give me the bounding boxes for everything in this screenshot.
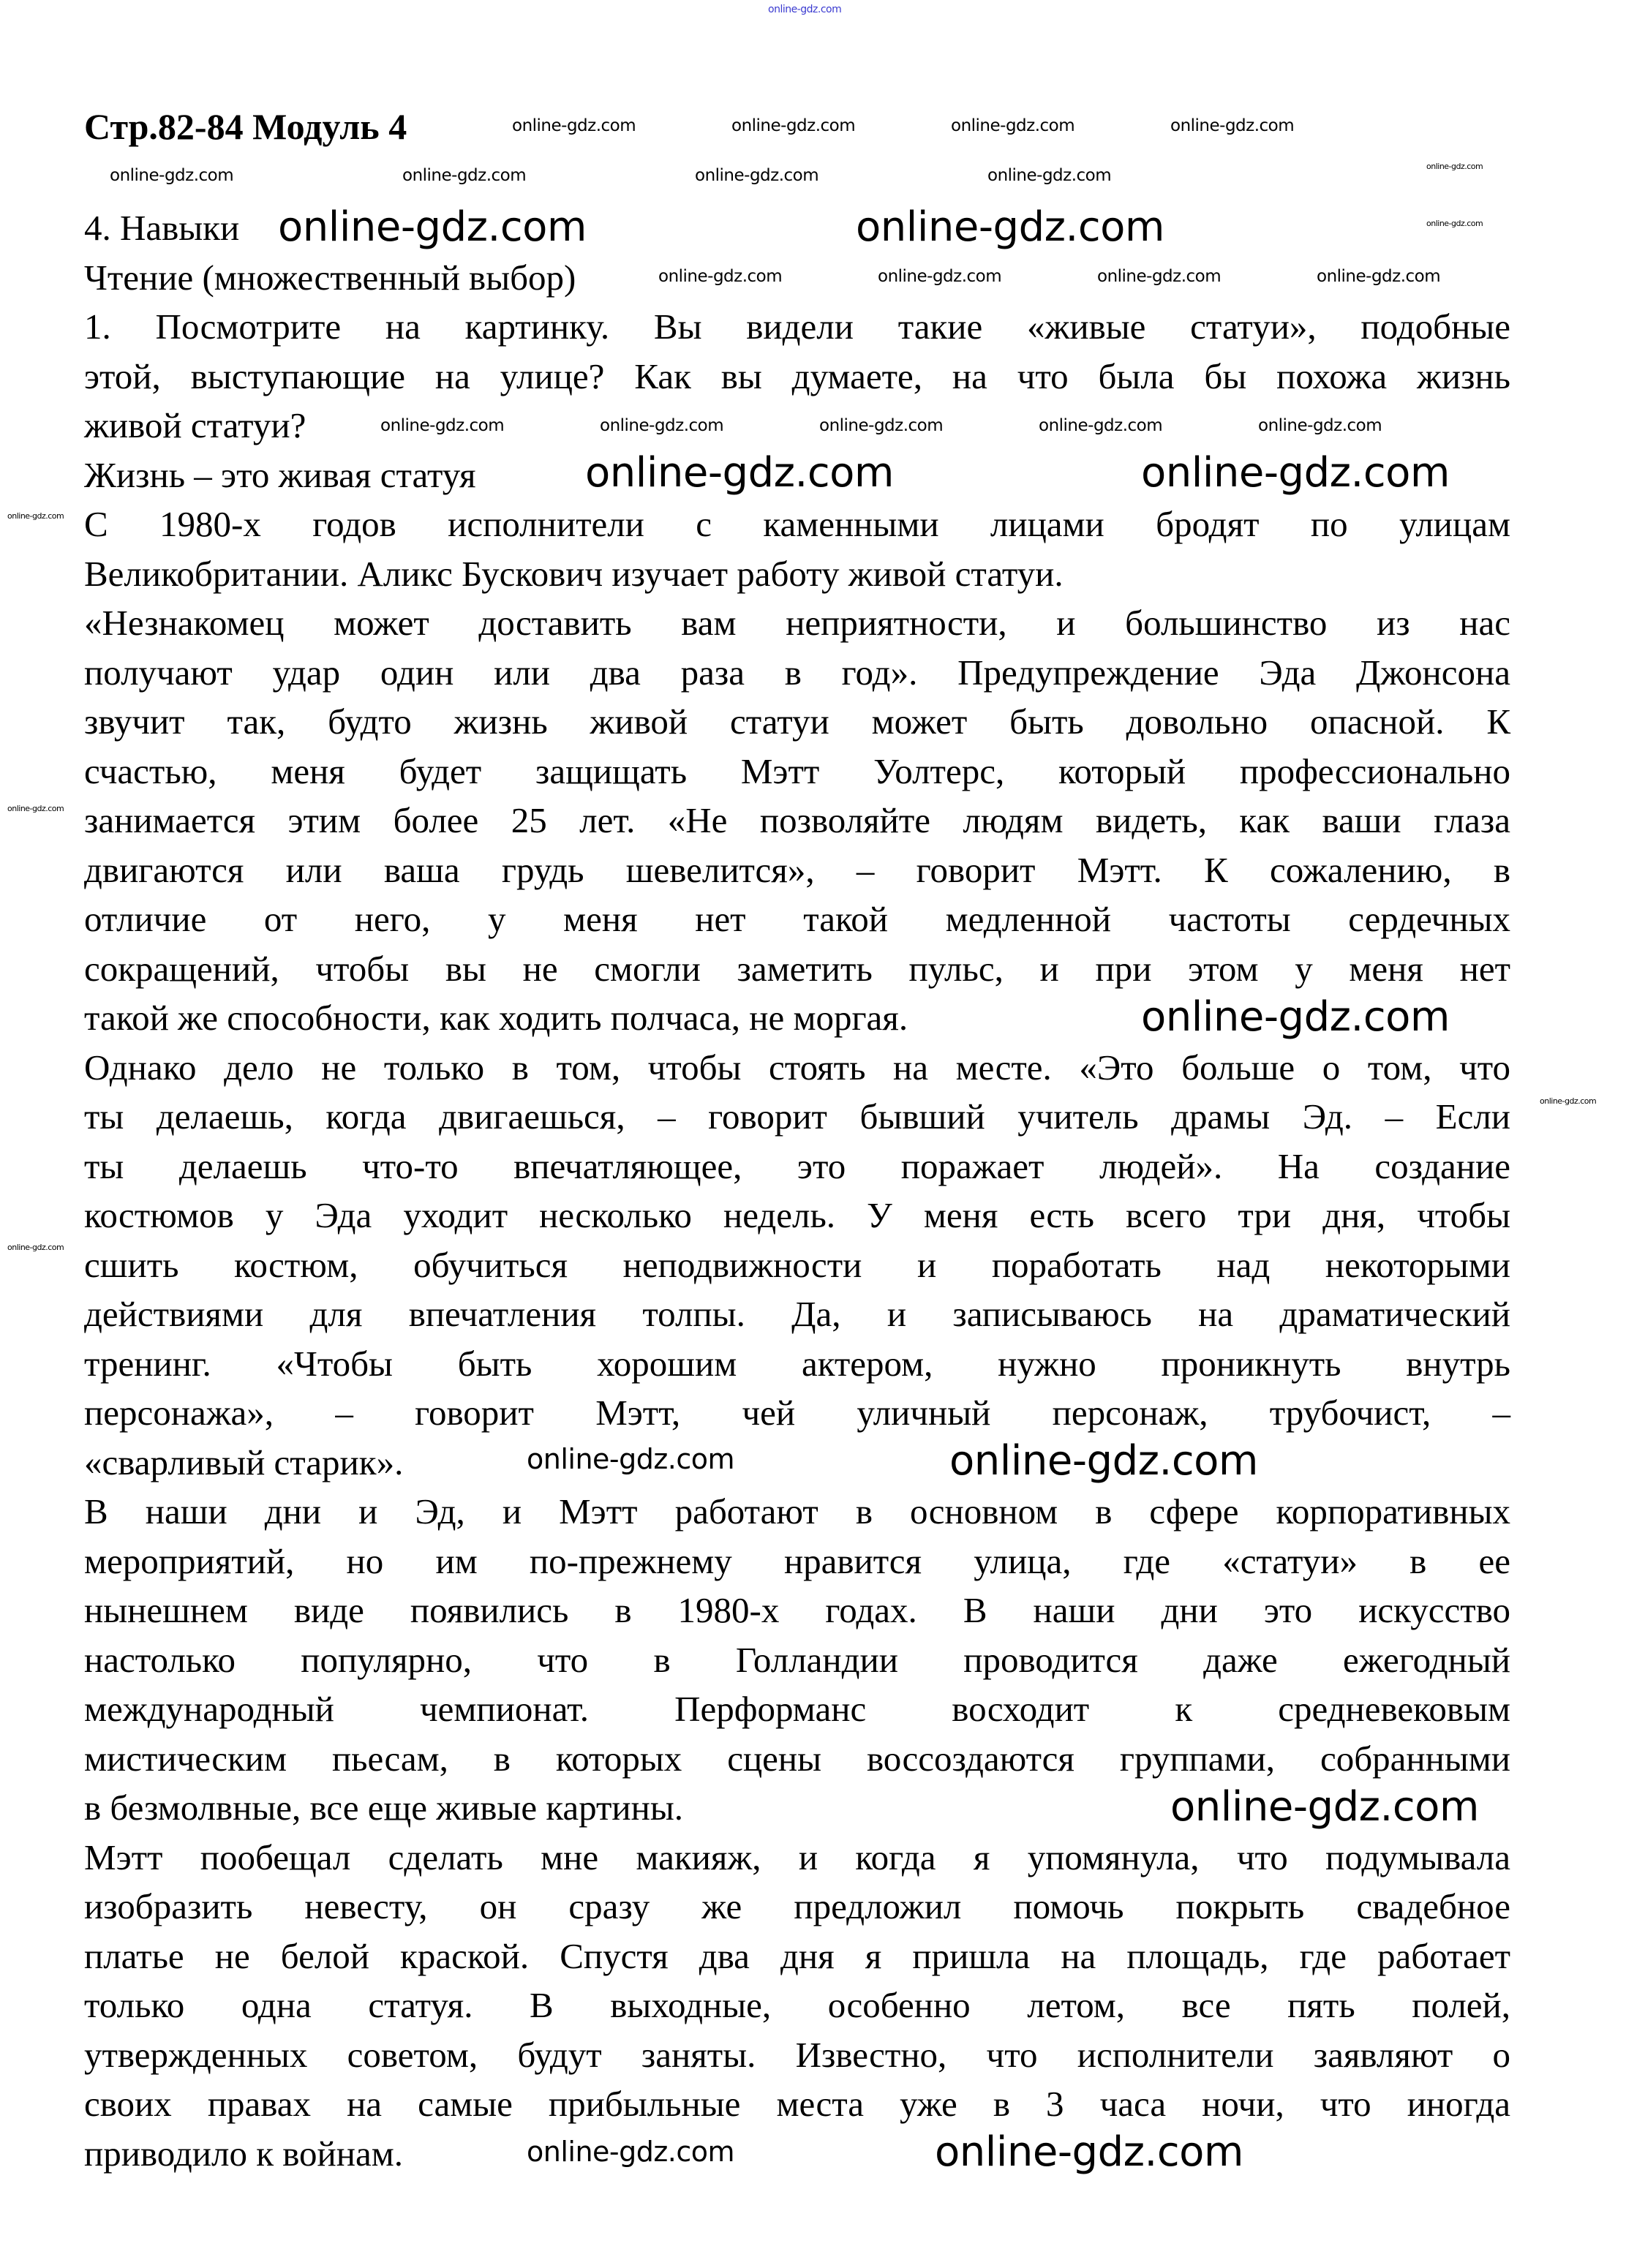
text-line: мистическим пьесам, в которых сцены воссоздаются группами, собранными xyxy=(84,1738,1510,1779)
watermark: online-gdz.com xyxy=(1426,162,1483,171)
watermark: online-gdz.com xyxy=(7,511,64,521)
watermark: online-gdz.com xyxy=(7,804,64,813)
text-line: «Незнакомец может доставить вам неприятности, и большинство из нас xyxy=(84,603,1510,643)
text-line: звучит так, будто жизнь живой статуи может быть довольно опасной. К xyxy=(84,701,1510,742)
watermark: online-gdz.com xyxy=(819,416,944,435)
watermark: online-gdz.com xyxy=(585,449,894,497)
watermark: online-gdz.com xyxy=(1170,1783,1479,1831)
watermark: online-gdz.com xyxy=(527,1443,735,1475)
text-line: своих правах на самые прибыльные места уже в 3 часа ночи, что иногда xyxy=(84,2084,1510,2124)
text-line: в безмолвные, все еще живые картины. xyxy=(84,1787,684,1828)
watermark: online-gdz.com xyxy=(951,116,1075,135)
text-line: только одна статуя. В выходные, особенно летом, все пять полей, xyxy=(84,1985,1510,2025)
text-line: Великобритании. Аликс Бускович изучает работу живой статуи. xyxy=(84,553,1064,594)
watermark: online-gdz.com xyxy=(110,166,234,185)
text-line: 1. Посмотрите на картинку. Вы видели такие «живые статуи», подобные xyxy=(84,306,1510,347)
text-line: такой же способности, как ходить полчаса, не моргая. xyxy=(84,998,908,1038)
watermark: online-gdz.com xyxy=(1141,993,1450,1041)
watermark: online-gdz.com xyxy=(768,4,842,15)
text-line: платье не белой краской. Спустя два дня я пришла на площадь, где работает xyxy=(84,1935,1510,1976)
watermark: online-gdz.com xyxy=(278,203,587,251)
watermark: online-gdz.com xyxy=(380,416,505,435)
text-line: отличие от него, у меня нет такой медленной частоты сердечных xyxy=(84,899,1510,939)
text-line: приводило к войнам. xyxy=(84,2133,403,2174)
watermark: online-gdz.com xyxy=(658,267,783,286)
document-page xyxy=(84,101,1510,2178)
watermark: online-gdz.com xyxy=(935,2128,1243,2176)
text-line: изобразить невесту, он сразу же предложил помочь покрыть свадебное xyxy=(84,1886,1510,1926)
text-line: настолько популярно, что в Голландии проводится даже ежегодный xyxy=(84,1639,1510,1680)
paragraph xyxy=(84,1043,1510,1488)
watermark: online-gdz.com xyxy=(695,166,819,185)
text-line: мероприятий, но им по-прежнему нравится улица, где «статуи» в ее xyxy=(84,1540,1510,1581)
watermark: online-gdz.com xyxy=(949,1437,1258,1485)
watermark: online-gdz.com xyxy=(600,416,724,435)
text-line: ты делаешь, когда двигаешься, – говорит бывший учитель драмы Эд. – Если xyxy=(84,1096,1510,1137)
watermark: online-gdz.com xyxy=(1540,1096,1597,1106)
text-line: костюмов у Эда уходит несколько недель. У меня есть всего три дня, чтобы xyxy=(84,1195,1510,1235)
text-line: международный чемпионат. Перформанс восходит к средневековым xyxy=(84,1689,1510,1729)
watermark: online-gdz.com xyxy=(1258,416,1382,435)
text-line: получают удар один или два раза в год». Предупреждение Эда Джонсона xyxy=(84,652,1510,693)
paragraph xyxy=(84,500,1510,598)
watermark: online-gdz.com xyxy=(987,166,1112,185)
text-line: действиями для впечатления толпы. Да, и записываюсь на драматический xyxy=(84,1294,1510,1334)
paragraph xyxy=(84,1487,1510,1833)
text-line: ты делаешь что-то впечатляющее, это поражает людей». На создание xyxy=(84,1145,1510,1186)
text-line: нынешнем виде появились в 1980-х годах. В наши дни это искусство xyxy=(84,1590,1510,1630)
text-line: сшить костюм, обучиться неподвижности и поработать над некоторыми xyxy=(84,1244,1510,1285)
watermark: online-gdz.com xyxy=(1426,219,1483,228)
watermark: online-gdz.com xyxy=(1039,416,1163,435)
text-line: сокращений, чтобы вы не смогли заметить пульс, и при этом у меня нет xyxy=(84,948,1510,989)
watermark: online-gdz.com xyxy=(7,1243,64,1252)
section-heading: 4. Навыки xyxy=(84,208,240,248)
text-line: счастью, меня будет защищать Мэтт Уолтерс, который профессионально xyxy=(84,750,1510,791)
text-line: тренинг. «Чтобы быть хорошим актером, нужно проникнуть внутрь xyxy=(84,1343,1510,1384)
text-line: Однако дело не только в том, чтобы стоять на месте. «Это больше о том, что xyxy=(84,1047,1510,1088)
text-line: В наши дни и Эд, и Мэтт работают в основном в сфере корпоративных xyxy=(84,1491,1510,1532)
page-title: Стр.82-84 Модуль 4 xyxy=(84,106,407,147)
article-title: Жизнь – это живая статуя xyxy=(84,454,476,495)
watermark: online-gdz.com xyxy=(856,203,1164,251)
watermark: online-gdz.com xyxy=(527,2136,735,2168)
watermark: online-gdz.com xyxy=(512,116,636,135)
watermark: online-gdz.com xyxy=(402,166,527,185)
watermark: online-gdz.com xyxy=(1141,449,1450,497)
text-line: Мэтт пообещал сделать мне макияж, и когда я упомянула, что подумывала xyxy=(84,1836,1510,1877)
watermark: online-gdz.com xyxy=(731,116,856,135)
text-line: живой статуи? xyxy=(84,405,306,445)
text-line: утвержденных советом, будут заняты. Известно, что исполнители заявляют о xyxy=(84,2034,1510,2075)
text-line: С 1980-х годов исполнители с каменными лицами бродят по улицам xyxy=(84,504,1510,544)
text-line: «сварливый старик». xyxy=(84,1442,404,1483)
watermark: online-gdz.com xyxy=(1170,116,1295,135)
watermark: online-gdz.com xyxy=(1317,267,1441,286)
watermark: online-gdz.com xyxy=(878,267,1002,286)
watermark: online-gdz.com xyxy=(1097,267,1222,286)
text-line: персонажа», – говорит Мэтт, чей уличный персонаж, трубочист, – xyxy=(84,1393,1510,1433)
article-body xyxy=(84,500,1510,2178)
text-line: двигаются или ваша грудь шевелится», – говорит Мэтт. К сожалению, в xyxy=(84,849,1510,890)
paragraph xyxy=(84,1833,1510,2179)
text-line: занимается этим более 25 лет. «Не позволяйте людям видеть, как ваши глаза xyxy=(84,800,1510,840)
paragraph xyxy=(84,598,1510,1043)
subsection-heading: Чтение (множественный выбор) xyxy=(84,257,576,298)
text-line: этой, выступающие на улице? Как вы думаете, на что была бы похожа жизнь xyxy=(84,355,1510,396)
